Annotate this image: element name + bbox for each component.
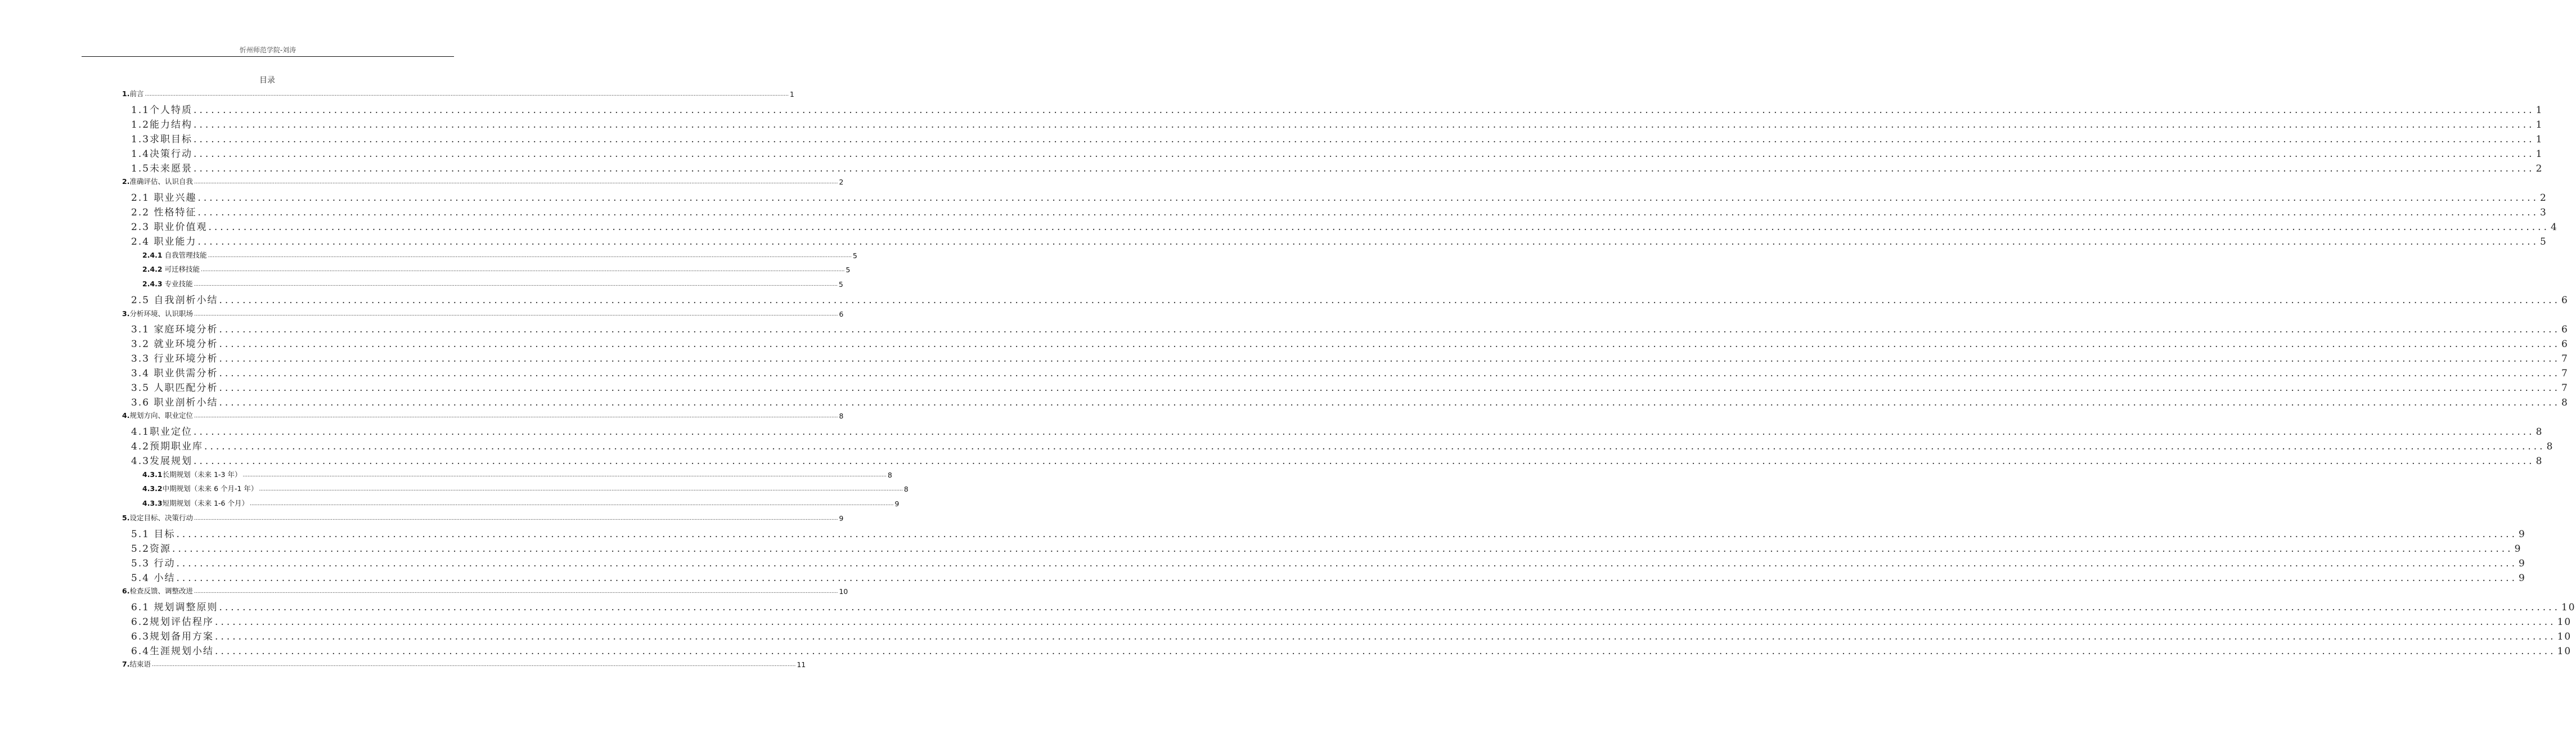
toc-title: 目录 xyxy=(259,76,275,85)
page-number: 2 xyxy=(2539,192,2547,204)
page-number: 9 xyxy=(2518,558,2526,569)
dot-leader: ................................................................................................................................................................................................................................................................................................................................................................................................................ xyxy=(194,589,838,595)
dot-leader: ................................................................................................................................................................................................................................................................................................................................................................................................................ xyxy=(215,631,2556,642)
toc-entry-5-3[interactable]: 5.3 行动 ................................................................................................................................................................................................................................................................................................................................................................................................................ 9 xyxy=(131,558,2526,569)
page-number: 10 xyxy=(2557,646,2572,657)
toc-entry-7[interactable]: 7.结束语 ................................................................................................................................................................................................................................................................................................................................................................................................................ 11 xyxy=(122,660,806,669)
dot-leader: ................................................................................................................................................................................................................................................................................................................................................................................................................ xyxy=(219,353,2560,364)
page-number: 1 xyxy=(2535,134,2543,145)
page-number: 8 xyxy=(887,471,892,479)
dot-leader: ................................................................................................................................................................................................................................................................................................................................................................................................................ xyxy=(194,179,838,185)
dot-leader: ................................................................................................................................................................................................................................................................................................................................................................................................................ xyxy=(219,295,2560,306)
toc-entry-2-1[interactable]: 2.1 职业兴趣 ................................................................................................................................................................................................................................................................................................................................................................................................................ 2 xyxy=(131,192,2547,204)
toc-entry-6-3[interactable]: 6.3规划备用方案 ................................................................................................................................................................................................................................................................................................................................................................................................................ 10 xyxy=(131,631,2572,642)
dot-leader: ................................................................................................................................................................................................................................................................................................................................................................................................................ xyxy=(242,472,887,478)
toc-entry-6-4[interactable]: 6.4生涯规划小结 ................................................................................................................................................................................................................................................................................................................................................................................................................ 10 xyxy=(131,646,2572,657)
page-number: 8 xyxy=(2546,441,2554,452)
dot-leader: ................................................................................................................................................................................................................................................................................................................................................................................................................ xyxy=(197,236,2539,248)
dot-leader: ................................................................................................................................................................................................................................................................................................................................................................................................................ xyxy=(194,148,2535,160)
dot-leader: ................................................................................................................................................................................................................................................................................................................................................................................................................ xyxy=(208,253,852,259)
page-number: 1 xyxy=(2535,105,2543,116)
dot-leader: ................................................................................................................................................................................................................................................................................................................................................................................................................ xyxy=(259,487,903,492)
toc-entry-4-3-3[interactable]: 4.3.3短期规划（未来 1-6 个月） ................................................................................................................................................................................................................................................................................................................................................................................................................ 9 xyxy=(142,499,900,508)
page-number: 3 xyxy=(2539,207,2547,218)
page-number: 4 xyxy=(2550,222,2558,233)
page-number: 6 xyxy=(2561,324,2569,335)
dot-leader: ................................................................................................................................................................................................................................................................................................................................................................................................................ xyxy=(197,207,2539,218)
page-number: 8 xyxy=(2535,456,2543,467)
toc-entry-4-3-1[interactable]: 4.3.1长期规划（未来 1-3 年） ................................................................................................................................................................................................................................................................................................................................................................................................................ 8 xyxy=(142,470,892,479)
dot-leader: ................................................................................................................................................................................................................................................................................................................................................................................................................ xyxy=(219,602,2560,613)
page-number: 5 xyxy=(846,266,851,274)
dot-leader: ................................................................................................................................................................................................................................................................................................................................................................................................................ xyxy=(194,426,2535,438)
toc-entry-3-2[interactable]: 3.2 就业环境分析 ................................................................................................................................................................................................................................................................................................................................................................................................................ 6 xyxy=(131,339,2569,350)
toc-entry-4-2[interactable]: 4.2预期职业库 ................................................................................................................................................................................................................................................................................................................................................................................................................ 8 xyxy=(131,441,2554,452)
page-number: 9 xyxy=(2518,573,2526,584)
page-number: 8 xyxy=(2535,426,2543,438)
page-number: 9 xyxy=(2518,529,2526,540)
dot-leader: ................................................................................................................................................................................................................................................................................................................................................................................................................ xyxy=(176,573,2517,584)
dot-leader: ................................................................................................................................................................................................................................................................................................................................................................................................................ xyxy=(151,662,796,668)
page-number: 6 xyxy=(2561,295,2569,306)
dot-leader: ................................................................................................................................................................................................................................................................................................................................................................................................................ xyxy=(194,312,838,317)
toc-entry-2-4[interactable]: 2.4 职业能力 ................................................................................................................................................................................................................................................................................................................................................................................................................ 5 xyxy=(131,236,2547,248)
dot-leader: ................................................................................................................................................................................................................................................................................................................................................................................................................ xyxy=(176,558,2517,569)
toc-entry-2[interactable]: 2.准确评估、认识自我 ................................................................................................................................................................................................................................................................................................................................................................................................................ 2 xyxy=(122,177,844,186)
toc-entry-4-3[interactable]: 4.3发展规划 ................................................................................................................................................................................................................................................................................................................................................................................................................ 8 xyxy=(131,456,2543,467)
dot-leader: ................................................................................................................................................................................................................................................................................................................................................................................................................ xyxy=(208,222,2550,233)
dot-leader: ................................................................................................................................................................................................................................................................................................................................................................................................................ xyxy=(201,267,845,273)
dot-leader: ................................................................................................................................................................................................................................................................................................................................................................................................................ xyxy=(194,456,2535,467)
page-number: 10 xyxy=(2561,602,2576,613)
toc-entry-2-4-2[interactable]: 2.4.2 可迁移技能 ................................................................................................................................................................................................................................................................................................................................................................................................................ 5 xyxy=(142,265,851,274)
page-number: 7 xyxy=(2561,368,2569,379)
page-number: 8 xyxy=(2561,397,2569,408)
page-number: 1 xyxy=(2535,148,2543,160)
page-number: 6 xyxy=(839,310,844,318)
dot-leader: ................................................................................................................................................................................................................................................................................................................................................................................................................ xyxy=(219,397,2560,408)
toc-entry-1-2[interactable]: 1.2能力结构 ................................................................................................................................................................................................................................................................................................................................................................................................................ 1 xyxy=(131,119,2543,130)
page-number: 9 xyxy=(839,514,844,523)
toc-entry-5-2[interactable]: 5.2资源 ................................................................................................................................................................................................................................................................................................................................................................................................................ 9 xyxy=(131,543,2522,555)
page-number: 1 xyxy=(789,90,794,98)
header-rule xyxy=(82,56,454,57)
page-number: 10 xyxy=(2557,616,2572,628)
page-number: 9 xyxy=(894,500,900,508)
dot-leader: ................................................................................................................................................................................................................................................................................................................................................................................................................ xyxy=(197,192,2539,204)
toc-entry-4-3-2[interactable]: 4.3.2中期规划（未来 6 个月-1 年） ................................................................................................................................................................................................................................................................................................................................................................................................................ 8 xyxy=(142,484,909,493)
page-number: 2 xyxy=(839,178,844,186)
toc-entry-3-4[interactable]: 3.4 职业供需分析 ................................................................................................................................................................................................................................................................................................................................................................................................................ 7 xyxy=(131,368,2569,379)
dot-leader: ................................................................................................................................................................................................................................................................................................................................................................................................................ xyxy=(249,501,894,507)
dot-leader: ................................................................................................................................................................................................................................................................................................................................................................................................................ xyxy=(176,529,2517,540)
toc-entry-1-3[interactable]: 1.3求职目标 ................................................................................................................................................................................................................................................................................................................................................................................................................ 1 xyxy=(131,134,2543,145)
toc-entry-1-1[interactable]: 1.1个人特质 ................................................................................................................................................................................................................................................................................................................................................................................................................ 1 xyxy=(131,105,2543,116)
dot-leader: ................................................................................................................................................................................................................................................................................................................................................................................................................ xyxy=(194,163,2535,174)
dot-leader: ................................................................................................................................................................................................................................................................................................................................................................................................................ xyxy=(215,616,2556,628)
dot-leader: ................................................................................................................................................................................................................................................................................................................................................................................................................ xyxy=(145,92,789,97)
page-number: 1 xyxy=(2535,119,2543,130)
page-number: 8 xyxy=(839,412,844,420)
dot-leader: ................................................................................................................................................................................................................................................................................................................................................................................................................ xyxy=(219,339,2560,350)
toc-entry-3-3[interactable]: 3.3 行业环境分析 ................................................................................................................................................................................................................................................................................................................................................................................................................ 7 xyxy=(131,353,2569,364)
toc-entry-6-2[interactable]: 6.2规划评估程序 ................................................................................................................................................................................................................................................................................................................................................................................................................ 10 xyxy=(131,616,2572,628)
toc-entry-3-1[interactable]: 3.1 家庭环境分析 ................................................................................................................................................................................................................................................................................................................................................................................................................ 6 xyxy=(131,324,2569,335)
page-number: 2 xyxy=(2535,163,2543,174)
toc-entry-2-4-3[interactable]: 2.4.3 专业技能 ................................................................................................................................................................................................................................................................................................................................................................................................................ 5 xyxy=(142,280,843,289)
dot-leader: ................................................................................................................................................................................................................................................................................................................................................................................................................ xyxy=(194,119,2535,130)
page-number: 7 xyxy=(2561,353,2569,364)
toc-entry-2-2[interactable]: 2.2 性格特征 ................................................................................................................................................................................................................................................................................................................................................................................................................ 3 xyxy=(131,207,2547,218)
toc-entry-1[interactable]: 1.前言 ................................................................................................................................................................................................................................................................................................................................................................................................................ 1 xyxy=(122,89,794,98)
dot-leader: ................................................................................................................................................................................................................................................................................................................................................................................................................ xyxy=(194,413,838,419)
toc-entry-3[interactable]: 3.分析环境、认识职场 ................................................................................................................................................................................................................................................................................................................................................................................................................ 6 xyxy=(122,309,844,318)
toc-entry-4-1[interactable]: 4.1职业定位 ................................................................................................................................................................................................................................................................................................................................................................................................................ 8 xyxy=(131,426,2543,438)
dot-leader: ................................................................................................................................................................................................................................................................................................................................................................................................................ xyxy=(204,441,2546,452)
page-number: 5 xyxy=(838,280,843,289)
toc-entry-2-3[interactable]: 2.3 职业价值观 ................................................................................................................................................................................................................................................................................................................................................................................................................ 4 xyxy=(131,222,2558,233)
running-header: 忻州师范学院-刘涛 xyxy=(239,46,296,54)
toc-entry-2-5[interactable]: 2.5 自我剖析小结 ................................................................................................................................................................................................................................................................................................................................................................................................................ 6 xyxy=(131,295,2569,306)
toc-entry-5[interactable]: 5.设定目标、决策行动 ................................................................................................................................................................................................................................................................................................................................................................................................................ 9 xyxy=(122,514,844,523)
dot-leader: ................................................................................................................................................................................................................................................................................................................................................................................................................ xyxy=(172,543,2514,555)
page-number: 7 xyxy=(2561,382,2569,394)
dot-leader: ................................................................................................................................................................................................................................................................................................................................................................................................................ xyxy=(215,646,2556,657)
dot-leader: ................................................................................................................................................................................................................................................................................................................................................................................................................ xyxy=(219,382,2560,394)
page-number: 5 xyxy=(852,251,857,260)
toc-entry-1-4[interactable]: 1.4决策行动 ................................................................................................................................................................................................................................................................................................................................................................................................................ 1 xyxy=(131,148,2543,160)
toc-entry-6-1[interactable]: 6.1 规划调整原则 ................................................................................................................................................................................................................................................................................................................................................................................................................ 10 xyxy=(131,602,2576,613)
page-number: 6 xyxy=(2561,339,2569,350)
toc-entry-3-5[interactable]: 3.5 人职匹配分析 ................................................................................................................................................................................................................................................................................................................................................................................................................ 7 xyxy=(131,382,2569,394)
page-number: 5 xyxy=(2539,236,2547,248)
toc-entry-6[interactable]: 6.检查反馈、调整改进 ................................................................................................................................................................................................................................................................................................................................................................................................................ 10 xyxy=(122,587,848,596)
dot-leader: ................................................................................................................................................................................................................................................................................................................................................................................................................ xyxy=(219,324,2560,335)
page-number: 8 xyxy=(903,485,909,493)
dot-leader: ................................................................................................................................................................................................................................................................................................................................................................................................................ xyxy=(194,282,838,287)
toc-entry-2-4-1[interactable]: 2.4.1 自我管理技能 ................................................................................................................................................................................................................................................................................................................................................................................................................ 5 xyxy=(142,251,857,260)
page-number: 11 xyxy=(797,660,806,669)
toc-entry-5-4[interactable]: 5.4 小结 ................................................................................................................................................................................................................................................................................................................................................................................................................ 9 xyxy=(131,573,2526,584)
toc-entry-1-5[interactable]: 1.5未来愿景 ................................................................................................................................................................................................................................................................................................................................................................................................................ 2 xyxy=(131,163,2543,174)
toc-entry-4[interactable]: 4.规划方向、职业定位 ................................................................................................................................................................................................................................................................................................................................................................................................................ 8 xyxy=(122,411,844,420)
page-number: 10 xyxy=(839,587,848,596)
toc-entry-3-6[interactable]: 3.6 职业剖析小结 ................................................................................................................................................................................................................................................................................................................................................................................................................ 8 xyxy=(131,397,2569,408)
page-number: 9 xyxy=(2514,543,2522,555)
toc-entry-5-1[interactable]: 5.1 目标 ................................................................................................................................................................................................................................................................................................................................................................................................................ 9 xyxy=(131,529,2526,540)
dot-leader: ................................................................................................................................................................................................................................................................................................................................................................................................................ xyxy=(194,516,838,521)
dot-leader: ................................................................................................................................................................................................................................................................................................................................................................................................................ xyxy=(194,105,2535,116)
dot-leader: ................................................................................................................................................................................................................................................................................................................................................................................................................ xyxy=(194,134,2535,145)
page-number: 10 xyxy=(2557,631,2572,642)
dot-leader: ................................................................................................................................................................................................................................................................................................................................................................................................................ xyxy=(219,368,2560,379)
